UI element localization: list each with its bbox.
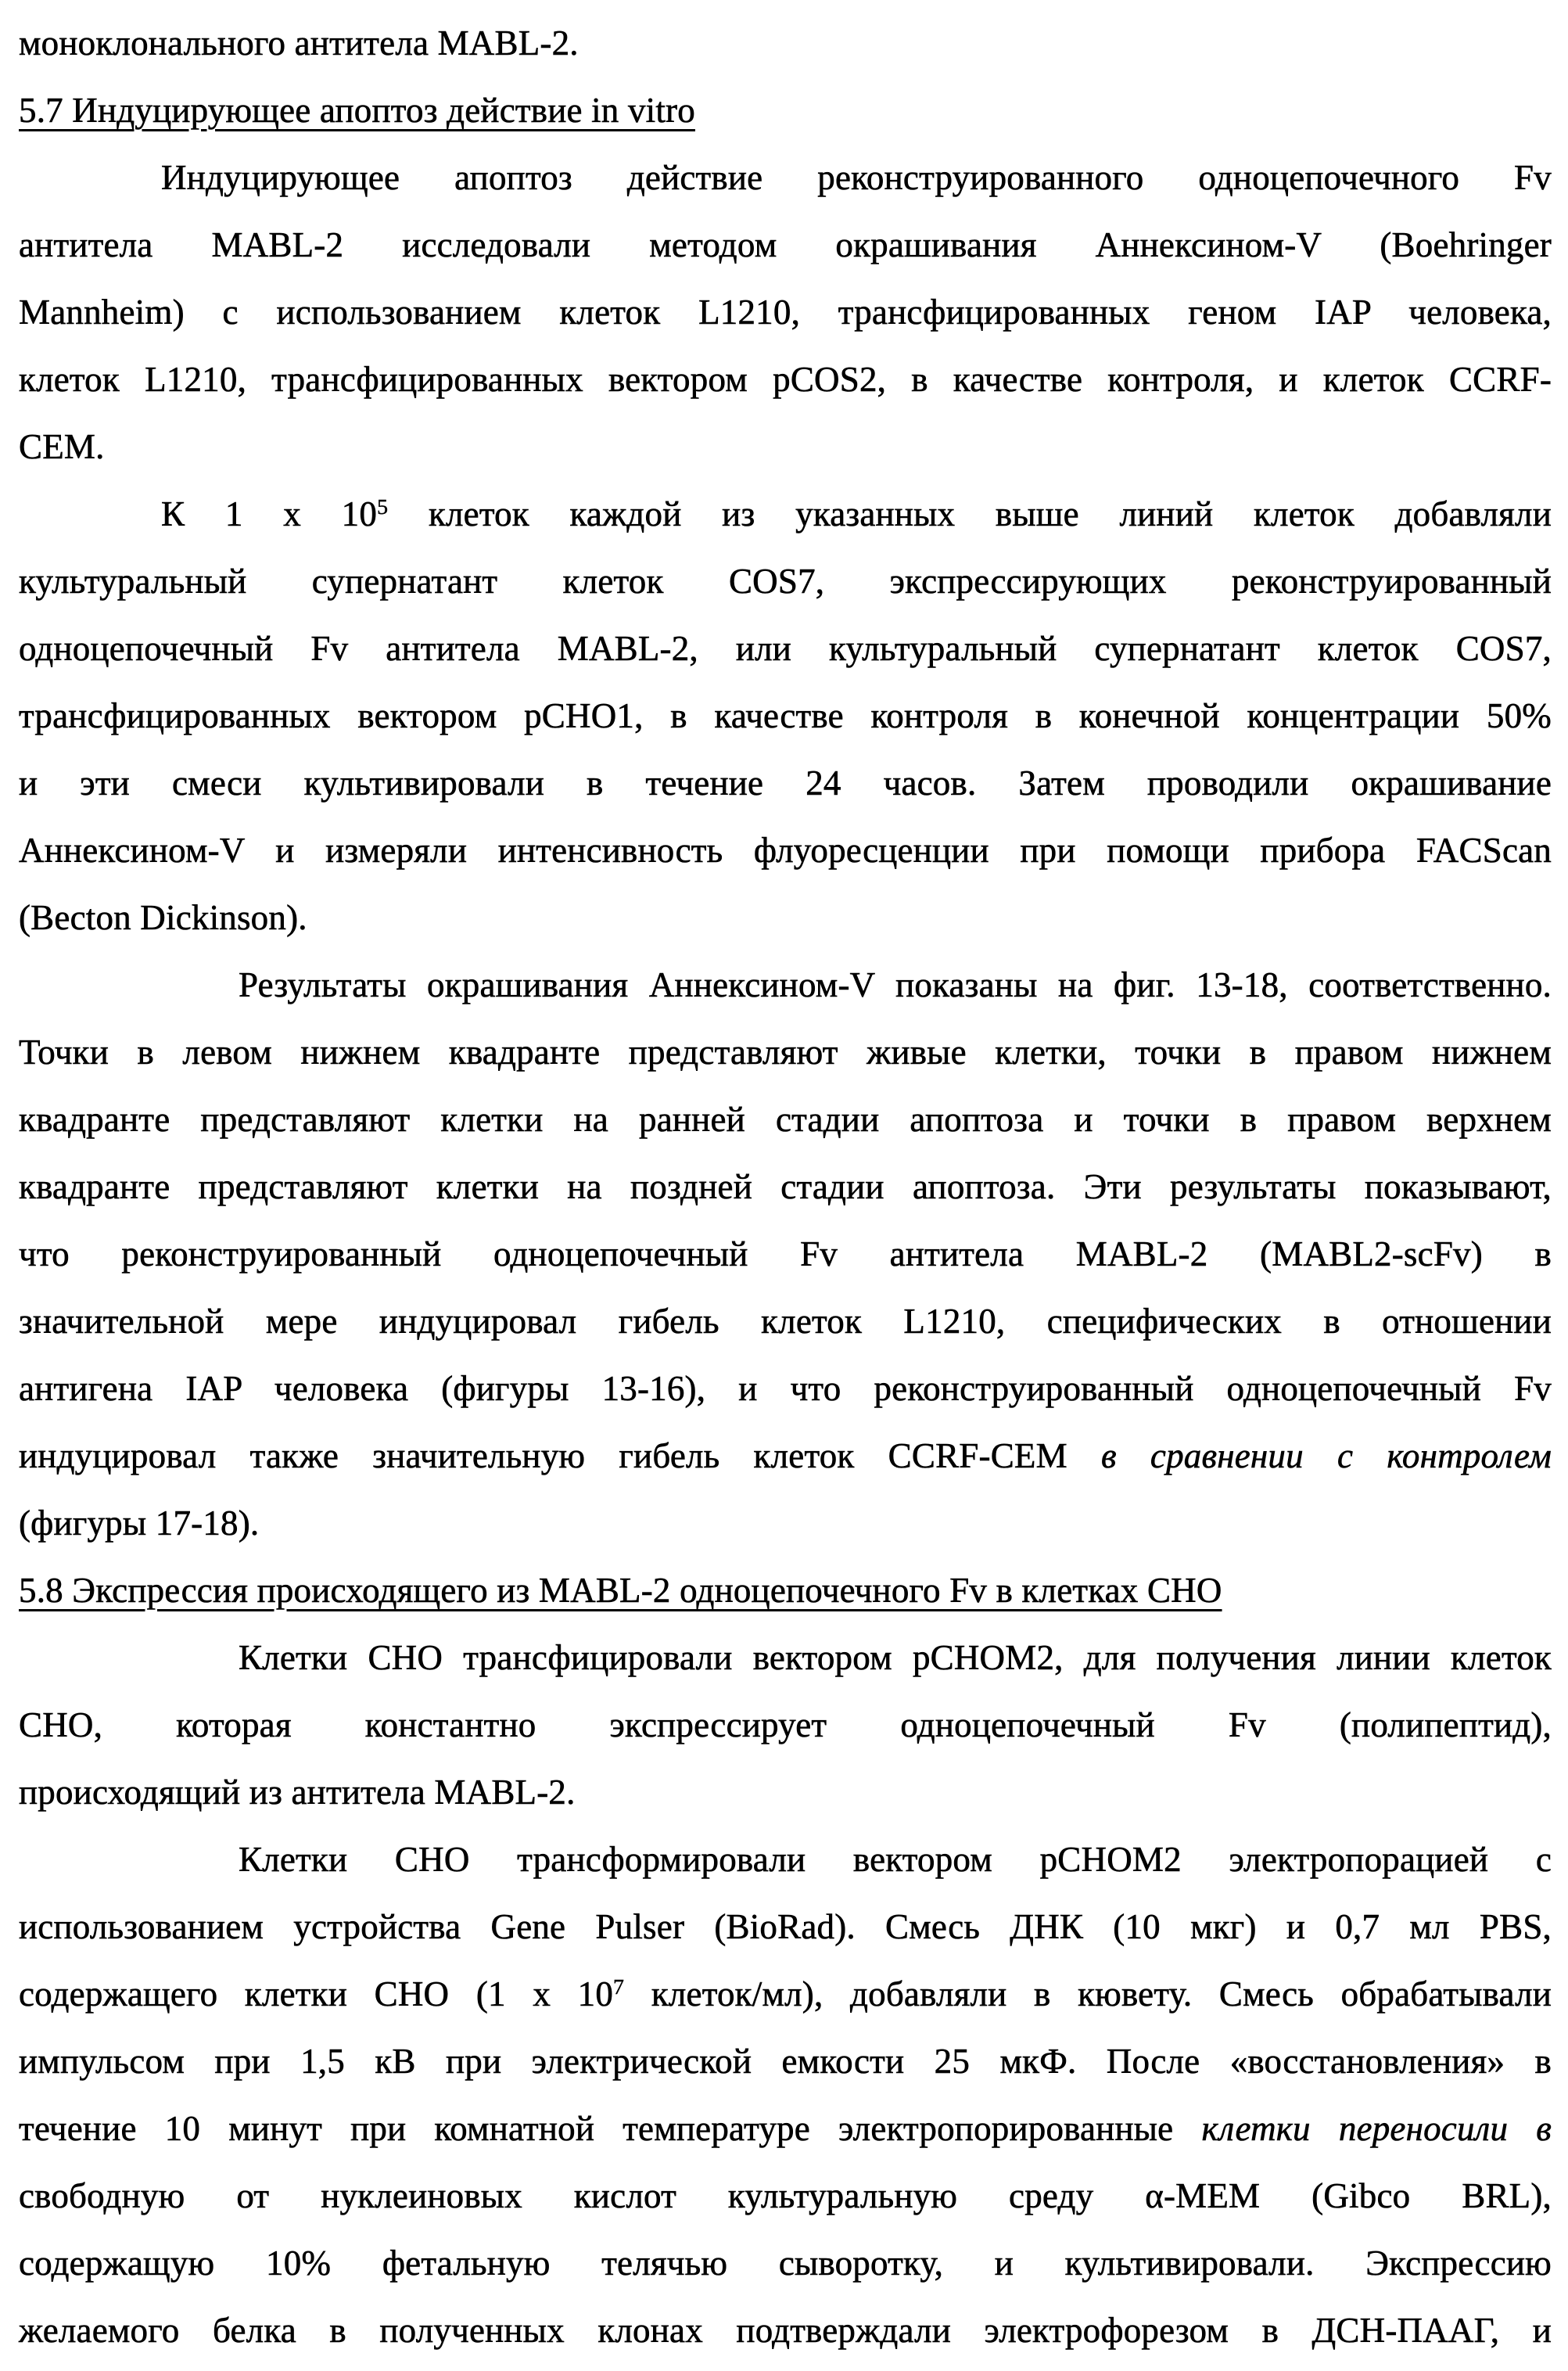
superscript-text: 7 [613, 1974, 625, 1999]
text-segment: одноцепочечный Fv антитела MABL-2, или культуральный супернатант клеток COS7, [19, 629, 1552, 668]
text-segment: желаемого белка в полученных клонах подтверждали электрофорезом в ДСН-ПААГ, и [19, 2311, 1552, 2350]
text-segment: (Becton Dickinson). [19, 898, 307, 937]
text-segment: использованием устройства Gene Pulser (BioRad). Смесь ДНК (10 мкг) и 0,7 мл PBS, [19, 1907, 1552, 1946]
text-segment: антигена IAP человека (фигуры 13-16), и что реконструированный одноцепочечный Fv [19, 1369, 1552, 1408]
body-line [19, 1018, 1552, 1086]
body-line [19, 1826, 1552, 1893]
body-line [19, 2297, 1552, 2364]
text-segment: К 1 х 10 [161, 494, 378, 533]
body-line [19, 2095, 1552, 2162]
text-segment: в сравнении с контролем [1101, 1436, 1552, 1475]
text-segment: трансфицированных вектором pCHO1, в качестве контроля в конечной концентрации 50% [19, 696, 1552, 735]
text-segment: CHO, которая константно экспрессирует одноцепочечный Fv (полипептид), [19, 1705, 1552, 1744]
body-line [19, 346, 1552, 413]
body-line [19, 413, 1552, 480]
text-segment: клеток/мл), добавляли в кювету. Смесь обрабатывали [624, 1974, 1552, 2014]
text-segment: CEM. [19, 427, 105, 466]
body-line [19, 1758, 1552, 1826]
text-segment: Mannheim) с использованием клеток L1210, трансфицированных геном IAP человека, [19, 293, 1552, 332]
section-heading [19, 1557, 1552, 1624]
body-line [19, 1489, 1552, 1557]
body-line [19, 2028, 1552, 2095]
body-line [19, 1893, 1552, 1960]
body-line [19, 2229, 1552, 2297]
text-segment: квадранте представляют клетки на поздней стадии апоптоза. Эти результаты показывают, [19, 1167, 1552, 1206]
text-segment: моноклонального антитела MABL-2. [19, 23, 579, 63]
text-segment: содержащую 10% фетальную телячью сыворотку, и культивировали. Экспрессию [19, 2243, 1552, 2283]
body-line [19, 480, 1552, 548]
body-line [19, 1086, 1552, 1153]
text-segment: клеток каждой из указанных выше линий клеток добавляли [388, 494, 1552, 533]
body-line [19, 1422, 1552, 1489]
body-line [19, 2162, 1552, 2229]
text-segment: что реконструированный одноцепочечный Fv антитела MABL-2 (MABL2-scFv) в [19, 1234, 1552, 1274]
body-line [19, 1355, 1552, 1422]
text-segment: 5.7 Индуцирующее апоптоз действие in vitro [19, 91, 695, 130]
text-segment: Точки в левом нижнем квадранте представляют живые клетки, точки в правом нижнем [19, 1033, 1552, 1072]
text-segment: Результаты окрашивания Аннексином-V показаны на фиг. 13-18, соответственно. [239, 965, 1552, 1004]
text-segment: и эти смеси культивировали в течение 24 часов. Затем проводили окрашивание [19, 763, 1552, 803]
text-segment: клеток L1210, трансфицированных вектором pCOS2, в качестве контроля, и клеток CCRF- [19, 360, 1552, 399]
text-segment: происходящий из антитела MABL-2. [19, 1773, 576, 1812]
section-heading [19, 77, 1552, 144]
body-line [19, 548, 1552, 615]
text-segment: значительной мере индуцировал гибель клеток L1210, специфических в отношении [19, 1302, 1552, 1341]
body-line [19, 884, 1552, 951]
body-line [19, 1624, 1552, 1691]
text-segment: индуцировал также значительную гибель клеток CCRF-CEM [19, 1436, 1101, 1475]
body-line [19, 9, 1552, 77]
body-line [19, 749, 1552, 817]
text-segment: клетки переносили в [1201, 2109, 1552, 2148]
body-line [19, 278, 1552, 346]
body-line [19, 951, 1552, 1018]
document-page [19, 9, 1552, 2364]
body-line [19, 1288, 1552, 1355]
text-segment: (фигуры 17-18). [19, 1503, 260, 1543]
text-segment: Клетки CHO трансфицировали вектором pCHOM2, для получения линии клеток [239, 1638, 1552, 1677]
text-segment: культуральный супернатант клеток COS7, экспрессирующих реконструированный [19, 562, 1552, 601]
body-line [19, 1220, 1552, 1288]
superscript-text: 5 [377, 494, 389, 519]
body-line [19, 1960, 1552, 2028]
text-segment: Аннексином-V и измеряли интенсивность флуоресценции при помощи прибора FACScan [19, 831, 1552, 870]
text-segment: течение 10 минут при комнатной температуре электропорированные [19, 2109, 1202, 2148]
text-segment: 5.8 Экспрессия происходящего из MABL-2 одноцепочечного Fv в клетках CHO [19, 1571, 1222, 1610]
text-segment: содержащего клетки CHO (1 х 10 [19, 1974, 614, 2014]
body-line [19, 1691, 1552, 1758]
body-line [19, 615, 1552, 682]
body-line [19, 144, 1552, 211]
text-segment: свободную от нуклеиновых кислот культуральную среду α-MEM (Gibco BRL), [19, 2176, 1552, 2215]
text-segment: импульсом при 1,5 кВ при электрической емкости 25 мкФ. После «восстановления» в [19, 2042, 1552, 2081]
body-line [19, 682, 1552, 749]
text-segment: квадранте представляют клетки на ранней стадии апоптоза и точки в правом верхнем [19, 1100, 1552, 1139]
text-segment: Индуцирующее апоптоз действие реконструированного одноцепочечного Fv [161, 158, 1552, 197]
body-line [19, 817, 1552, 884]
text-segment: Клетки CHO трансформировали вектором pCHOM2 электропорацией с [239, 1840, 1552, 1879]
body-line [19, 1153, 1552, 1220]
text-segment: антитела MABL-2 исследовали методом окрашивания Аннексином-V (Boehringer [19, 225, 1552, 264]
body-line [19, 211, 1552, 278]
